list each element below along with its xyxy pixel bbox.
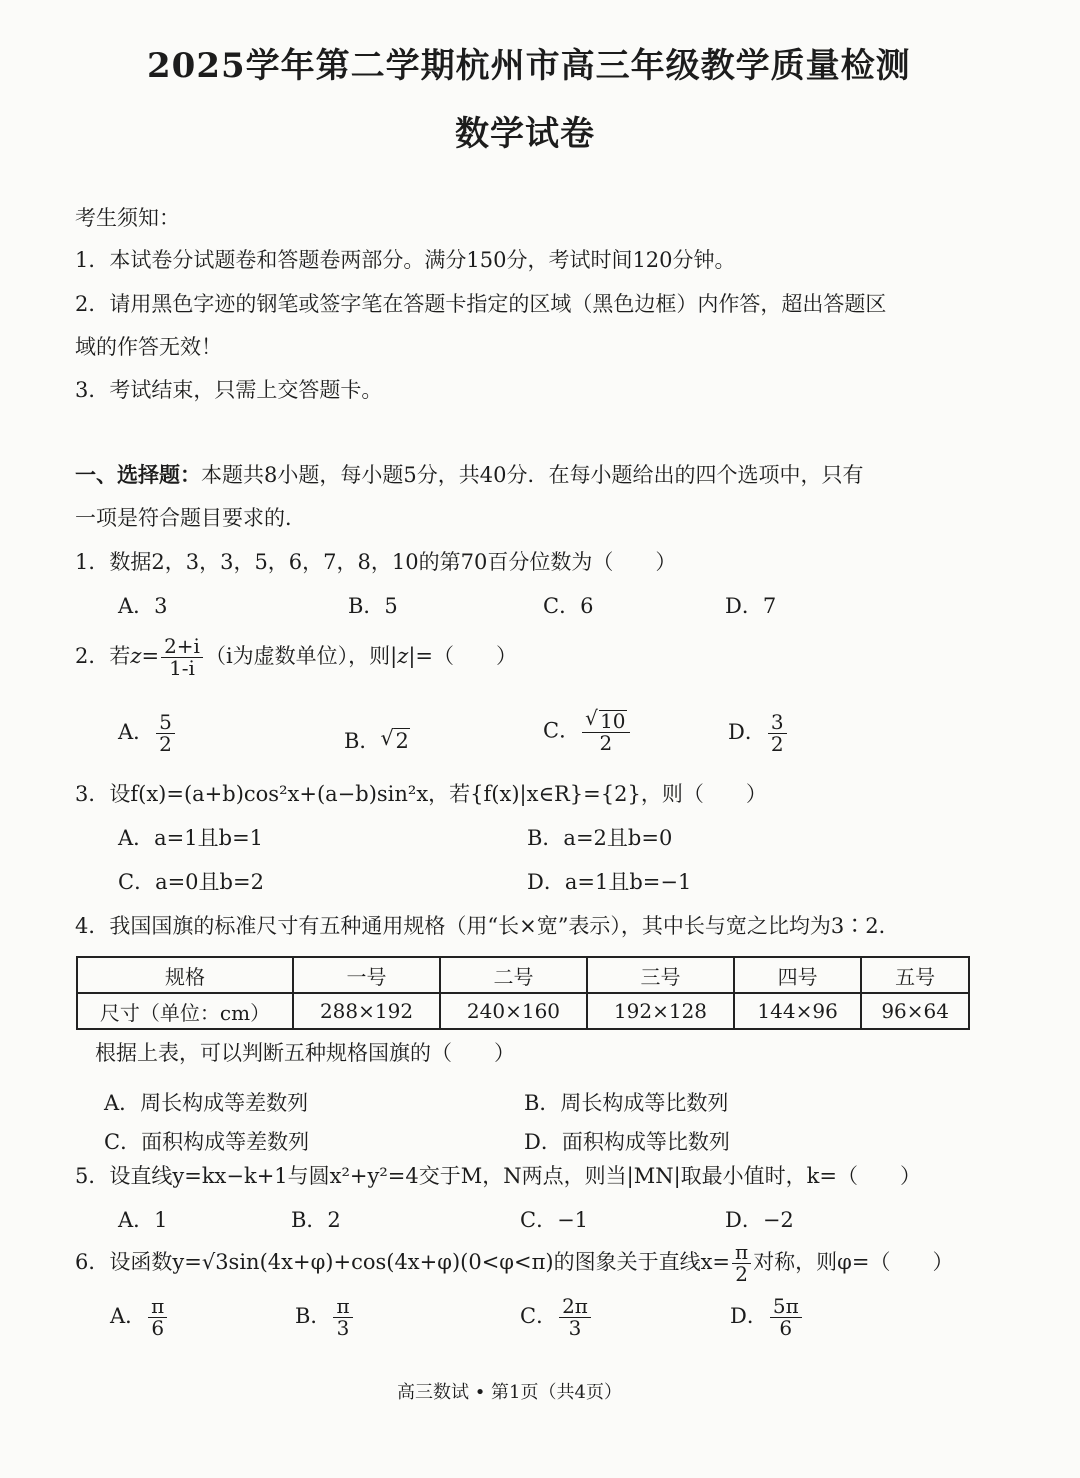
q1-option-a: A．3 bbox=[118, 594, 168, 618]
q2-option-a-frac bbox=[156, 712, 175, 755]
q6-option-c-den: 3 bbox=[568, 1316, 582, 1340]
q5-option-c: C．−1 bbox=[520, 1208, 589, 1232]
q3-stem: 3．设f(x)=(a+b)cos²x+(a−b)sin²x，若{f(x)|x∈R}={2}，则（ ） bbox=[75, 782, 767, 806]
q5-stem: 5．设直线y=kx−k+1与圆x²+y²=4交于M，N两点，则当|MN|取最小值时，k=（ ） bbox=[75, 1164, 921, 1188]
q2-eq: = bbox=[141, 644, 160, 668]
q2-prefix: 2．若 bbox=[75, 644, 131, 668]
exam-title: 2025学年第二学期杭州市高三年级教学质量检测 bbox=[147, 46, 911, 86]
q2-option-c-label: C． bbox=[543, 718, 581, 743]
q2-suffix-end: |=（ ） bbox=[408, 644, 517, 668]
q6-option-c-frac bbox=[559, 1296, 591, 1339]
section-title: 一、选择题： bbox=[75, 462, 201, 487]
table-header-cell: 一号 bbox=[293, 957, 440, 993]
table-header-cell: 二号 bbox=[440, 957, 587, 993]
q6-stem-den: 2 bbox=[735, 1262, 748, 1286]
q6-option-d-den: 6 bbox=[779, 1316, 793, 1340]
q2-var: z bbox=[130, 644, 142, 668]
table-header-cell: 规格 bbox=[77, 957, 293, 993]
notice-item-3: 3．考试结束，只需上交答题卡。 bbox=[75, 378, 383, 402]
q2-stem bbox=[75, 636, 517, 679]
q6-option-a bbox=[110, 1296, 169, 1339]
page-footer: 高三数试 • 第1页（共4页） bbox=[397, 1382, 622, 1403]
q2-option-c-rad: 10 bbox=[600, 709, 626, 733]
q1-stem: 1．数据2，3，3，5，6，7，8，10的第70百分位数为（ ） bbox=[75, 550, 677, 574]
flag-size-table bbox=[76, 956, 970, 1030]
q2-option-b-sqrt bbox=[380, 728, 409, 753]
q2-option-d bbox=[728, 712, 789, 755]
table-cell: 288×192 bbox=[293, 993, 440, 1029]
q6-option-b-den: 3 bbox=[336, 1316, 350, 1340]
q6-stem-b: 对称，则φ=（ ） bbox=[753, 1250, 954, 1274]
section-desc-cont: 一项是符合题目要求的． bbox=[75, 506, 306, 530]
q3-option-b: B．a=2且b=0 bbox=[527, 826, 673, 850]
q2-option-b-rad: 2 bbox=[395, 729, 409, 753]
q2-suffix-var: z bbox=[397, 644, 409, 668]
notice-item-2-cont: 域的作答无效！ bbox=[75, 335, 222, 359]
q3-option-d: D．a=1且b=−1 bbox=[527, 870, 692, 894]
q5-option-d: D．−2 bbox=[725, 1208, 794, 1232]
q6-option-c-num: 2π bbox=[559, 1296, 591, 1318]
q6-option-d bbox=[730, 1296, 804, 1339]
q4-option-a: A．周长构成等差数列 bbox=[104, 1091, 309, 1115]
table-cell: 240×160 bbox=[440, 993, 587, 1029]
q2-fraction bbox=[161, 636, 203, 679]
q6-option-c-label: C． bbox=[520, 1304, 558, 1328]
q6-option-a-num: π bbox=[148, 1296, 167, 1318]
q4-option-d: D．面积构成等比数列 bbox=[524, 1130, 730, 1154]
q1-option-b: B．5 bbox=[348, 594, 398, 618]
q5-option-b: B．2 bbox=[291, 1208, 341, 1232]
q4-option-c: C．面积构成等差数列 bbox=[104, 1130, 310, 1154]
q6-option-a-label: A． bbox=[110, 1304, 147, 1328]
q2-suffix: （i为虚数单位），则| bbox=[204, 644, 398, 668]
notice-item-1: 1．本试卷分试题卷和答题卷两部分。满分150分，考试时间120分钟。 bbox=[75, 248, 736, 272]
q6-option-b-label: B． bbox=[295, 1304, 332, 1328]
q2-option-b bbox=[344, 725, 410, 755]
q2-option-c bbox=[543, 710, 632, 754]
q6-stem-frac bbox=[732, 1242, 751, 1285]
notice-heading: 考生须知： bbox=[75, 206, 180, 230]
q2-option-c-frac bbox=[582, 710, 629, 754]
q2-option-c-sqrt bbox=[585, 710, 626, 732]
table-header-cell: 三号 bbox=[587, 957, 734, 993]
q4-followup: 根据上表，可以判断五种规格国旗的（ ） bbox=[95, 1041, 515, 1065]
table-header-row bbox=[77, 957, 969, 993]
q1-option-c: C．6 bbox=[543, 594, 594, 618]
q2-option-b-label: B． bbox=[344, 729, 381, 753]
q6-stem-a: 6．设函数y=√3sin(4x+φ)+cos(4x+φ)(0<φ<π)的图象关于直线x= bbox=[75, 1250, 731, 1274]
q2-option-a-den: 2 bbox=[159, 732, 172, 756]
q4-stem: 4．我国国旗的标准尺寸有五种通用规格（用“长×宽”表示），其中长与宽之比均为3∶2． bbox=[75, 914, 900, 938]
q6-option-b-num: π bbox=[333, 1296, 352, 1318]
q2-option-c-num bbox=[582, 710, 629, 733]
q6-option-d-frac bbox=[770, 1296, 802, 1339]
q6-option-b-frac bbox=[333, 1296, 352, 1339]
section-desc: 本题共8小题，每小题5分，共40分．在每小题给出的四个选项中，只有 bbox=[201, 463, 864, 487]
q6-option-b bbox=[295, 1296, 355, 1339]
q3-option-c: C．a=0且b=2 bbox=[118, 870, 264, 894]
table-cell: 尺寸（单位：cm） bbox=[77, 993, 293, 1029]
q2-denominator: 1-i bbox=[169, 656, 195, 680]
q6-option-d-label: D． bbox=[730, 1304, 768, 1328]
section-heading bbox=[75, 459, 863, 489]
table-header-cell: 四号 bbox=[734, 957, 861, 993]
q3-option-a: A．a=1且b=1 bbox=[118, 826, 264, 850]
q2-option-d-num: 3 bbox=[768, 712, 787, 734]
q2-option-c-den: 2 bbox=[599, 731, 613, 755]
table-cell: 96×64 bbox=[861, 993, 969, 1029]
q6-option-a-frac bbox=[148, 1296, 167, 1339]
q5-option-a: A．1 bbox=[118, 1208, 168, 1232]
q2-option-a-num: 5 bbox=[156, 712, 175, 734]
q2-numerator: 2+i bbox=[161, 636, 203, 658]
table-header-cell: 五号 bbox=[861, 957, 969, 993]
q6-stem-num: π bbox=[732, 1242, 751, 1264]
q2-option-a bbox=[118, 712, 177, 755]
q1-option-d: D．7 bbox=[725, 594, 777, 618]
q6-option-a-den: 6 bbox=[151, 1316, 165, 1340]
table-row bbox=[77, 993, 969, 1029]
q2-option-d-frac bbox=[768, 712, 787, 755]
q2-option-d-den: 2 bbox=[770, 732, 784, 756]
exam-subtitle: 数学试卷 bbox=[455, 114, 595, 154]
q2-option-a-label: A． bbox=[118, 720, 155, 744]
q6-stem bbox=[75, 1242, 954, 1285]
table-cell: 192×128 bbox=[587, 993, 734, 1029]
q2-option-d-label: D． bbox=[728, 720, 766, 744]
table-cell: 144×96 bbox=[734, 993, 861, 1029]
notice-item-2: 2．请用黑色字迹的钢笔或签字笔在答题卡指定的区域（黑色边框）内作答，超出答题区 bbox=[75, 292, 887, 316]
q6-option-c bbox=[520, 1296, 593, 1339]
q4-option-b: B．周长构成等比数列 bbox=[524, 1091, 729, 1115]
q6-option-d-num: 5π bbox=[770, 1296, 802, 1318]
